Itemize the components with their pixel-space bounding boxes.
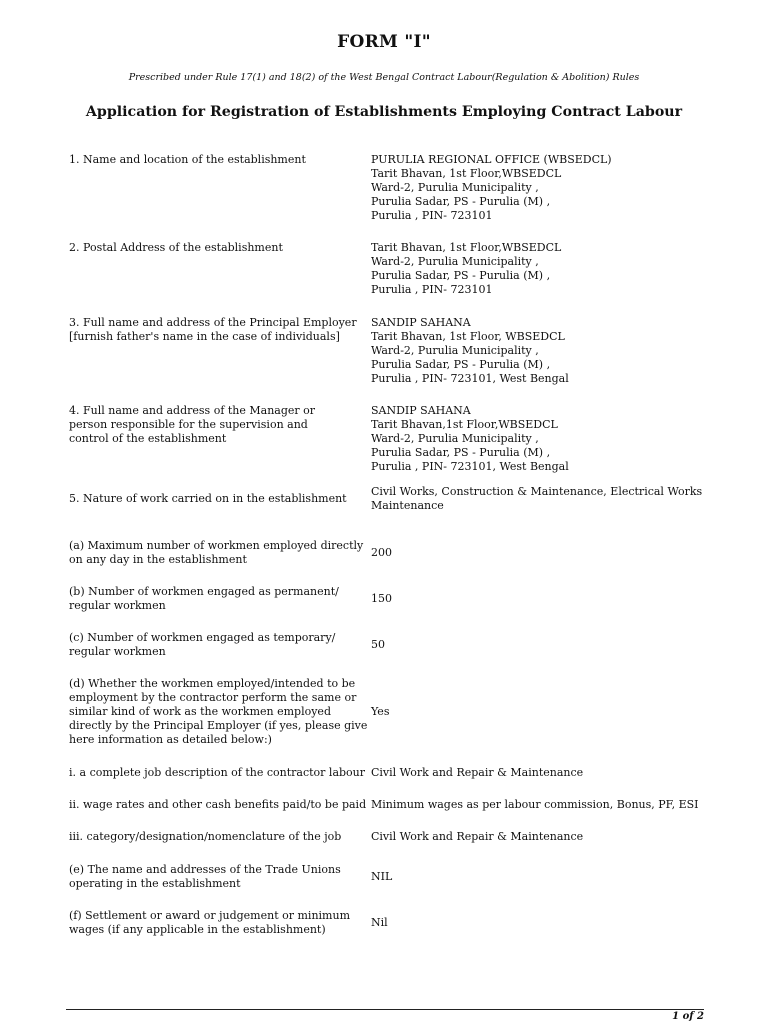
field-value (371, 638, 701, 652)
field-label-line: regular workmen (69, 599, 166, 612)
field-value-line: PURULIA REGIONAL OFFICE (WBSEDCL) (371, 153, 612, 166)
field-value (371, 766, 701, 780)
field-label (69, 909, 359, 937)
field-label (69, 492, 359, 506)
field-value-line: Yes (371, 705, 390, 718)
field-value-line: Purulia Sadar, PS - Purulia (M) , (371, 446, 551, 459)
field-label-line: here information as detailed below:) (69, 733, 272, 746)
field-label-line: iii. category/designation/nomenclature of the job (69, 830, 342, 843)
field-label-line: (d) Whether the workmen employed/intended to be (69, 677, 356, 690)
field-value-line: Ward-2, Purulia Municipality , (371, 432, 539, 445)
field-value (371, 316, 701, 386)
field-label (69, 241, 359, 255)
field-value-line: Ward-2, Purulia Municipality , (371, 255, 539, 268)
field-label (69, 830, 359, 844)
form-subtitle: Prescribed under Rule 17(1) and 18(2) of the West Bengal Contract Labour(Regulation & Abolition) Rules (128, 72, 640, 83)
field-value (371, 546, 701, 560)
field-label-line: (b) Number of workmen engaged as permanent/ (69, 585, 339, 598)
field-label (69, 539, 364, 567)
field-label-line: regular workmen (69, 645, 166, 658)
field-label (69, 766, 366, 780)
field-value-line: SANDIP SAHANA (371, 316, 471, 329)
field-value-line: Tarit Bhavan, 1st Floor,WBSEDCL (371, 241, 562, 254)
field-value-line: Civil Works, Construction & Maintenance, Electrical Works (371, 485, 703, 498)
field-label-line: control of the establishment (69, 432, 227, 445)
field-value-line: Purulia Sadar, PS - Purulia (M) , (371, 358, 551, 371)
field-value (371, 705, 701, 719)
field-value (371, 798, 701, 812)
field-label-line: ii. wage rates and other cash benefits paid/to be paid (69, 798, 367, 811)
field-label-line: 2. Postal Address of the establishment (69, 241, 283, 254)
field-value-line: Ward-2, Purulia Municipality , (371, 344, 539, 357)
field-label-line: 1. Name and location of the establishment (69, 153, 306, 166)
field-label-line: operating in the establishment (69, 877, 241, 890)
field-value-line: 150 (371, 592, 392, 605)
field-label (69, 585, 359, 613)
field-label-line: (e) The name and addresses of the Trade Unions (69, 863, 341, 876)
form-title: FORM "I" (337, 32, 431, 52)
field-label-line: i. a complete job description of the contractor labour (69, 766, 366, 779)
field-label (69, 631, 359, 659)
field-value-line: 50 (371, 638, 385, 651)
field-label-line: (c) Number of workmen engaged as temporary/ (69, 631, 336, 644)
field-label-line: directly by the Principal Employer (if yes, please give (69, 719, 368, 732)
field-label-line: 3. Full name and address of the Principal Employer (69, 316, 357, 329)
field-label-line: 5. Nature of work carried on in the establishment (69, 492, 347, 505)
field-label-line: person responsible for the supervision and (69, 418, 308, 431)
field-label-line: wages (if any applicable in the establishment) (69, 923, 326, 936)
field-value-line: NIL (371, 870, 393, 883)
field-label (69, 153, 359, 167)
field-label (69, 316, 359, 344)
field-value (371, 153, 701, 223)
field-label-line: [furnish father's name in the case of individuals] (69, 330, 340, 343)
field-value-line: Ward-2, Purulia Municipality , (371, 181, 539, 194)
field-value (371, 404, 701, 474)
field-label (69, 404, 359, 446)
field-value-line: SANDIP SAHANA (371, 404, 471, 417)
field-value-line: Tarit Bhavan,1st Floor,WBSEDCL (371, 418, 558, 431)
field-value-line: 200 (371, 546, 392, 559)
field-value-line: Purulia Sadar, PS - Purulia (M) , (371, 269, 551, 282)
field-label-line: 4. Full name and address of the Manager or (69, 404, 316, 417)
field-value-line: Tarit Bhavan, 1st Floor, WBSEDCL (371, 330, 565, 343)
field-value (371, 870, 701, 884)
field-label-line: similar kind of work as the workmen employed (69, 705, 331, 718)
field-label-line: employment by the contractor perform the same or (69, 691, 357, 704)
field-value (371, 830, 701, 844)
field-value-line: Nil (371, 916, 388, 929)
field-value-line: Maintenance (371, 499, 444, 512)
field-value (371, 241, 701, 297)
field-value-line: Minimum wages as per labour commission, Bonus, PF, ESI (371, 798, 699, 811)
field-value-line: Civil Work and Repair & Maintenance (371, 830, 584, 843)
field-value-line: Civil Work and Repair & Maintenance (371, 766, 584, 779)
field-value-line: Purulia , PIN- 723101, West Bengal (371, 372, 569, 385)
field-label-line: (f) Settlement or award or judgement or minimum (69, 909, 350, 922)
field-label-line: on any day in the establishment (69, 553, 247, 566)
field-label (69, 863, 359, 891)
field-label (69, 677, 368, 747)
field-label (69, 798, 367, 812)
field-value-line: Purulia , PIN- 723101 (371, 209, 493, 222)
field-value (371, 485, 701, 513)
field-value-line: Purulia Sadar, PS - Purulia (M) , (371, 195, 551, 208)
field-value-line: Purulia , PIN- 723101, West Bengal (371, 460, 569, 473)
field-value (371, 916, 701, 930)
field-label-line: (a) Maximum number of workmen employed directly (69, 539, 364, 552)
footer-divider (66, 1009, 704, 1010)
field-value-line: Purulia , PIN- 723101 (371, 283, 493, 296)
page-number: 1 of 2 (672, 1011, 704, 1022)
field-value (371, 592, 701, 606)
field-value-line: Tarit Bhavan, 1st Floor,WBSEDCL (371, 167, 562, 180)
form-heading: Application for Registration of Establishments Employing Contract Labour (85, 104, 683, 120)
